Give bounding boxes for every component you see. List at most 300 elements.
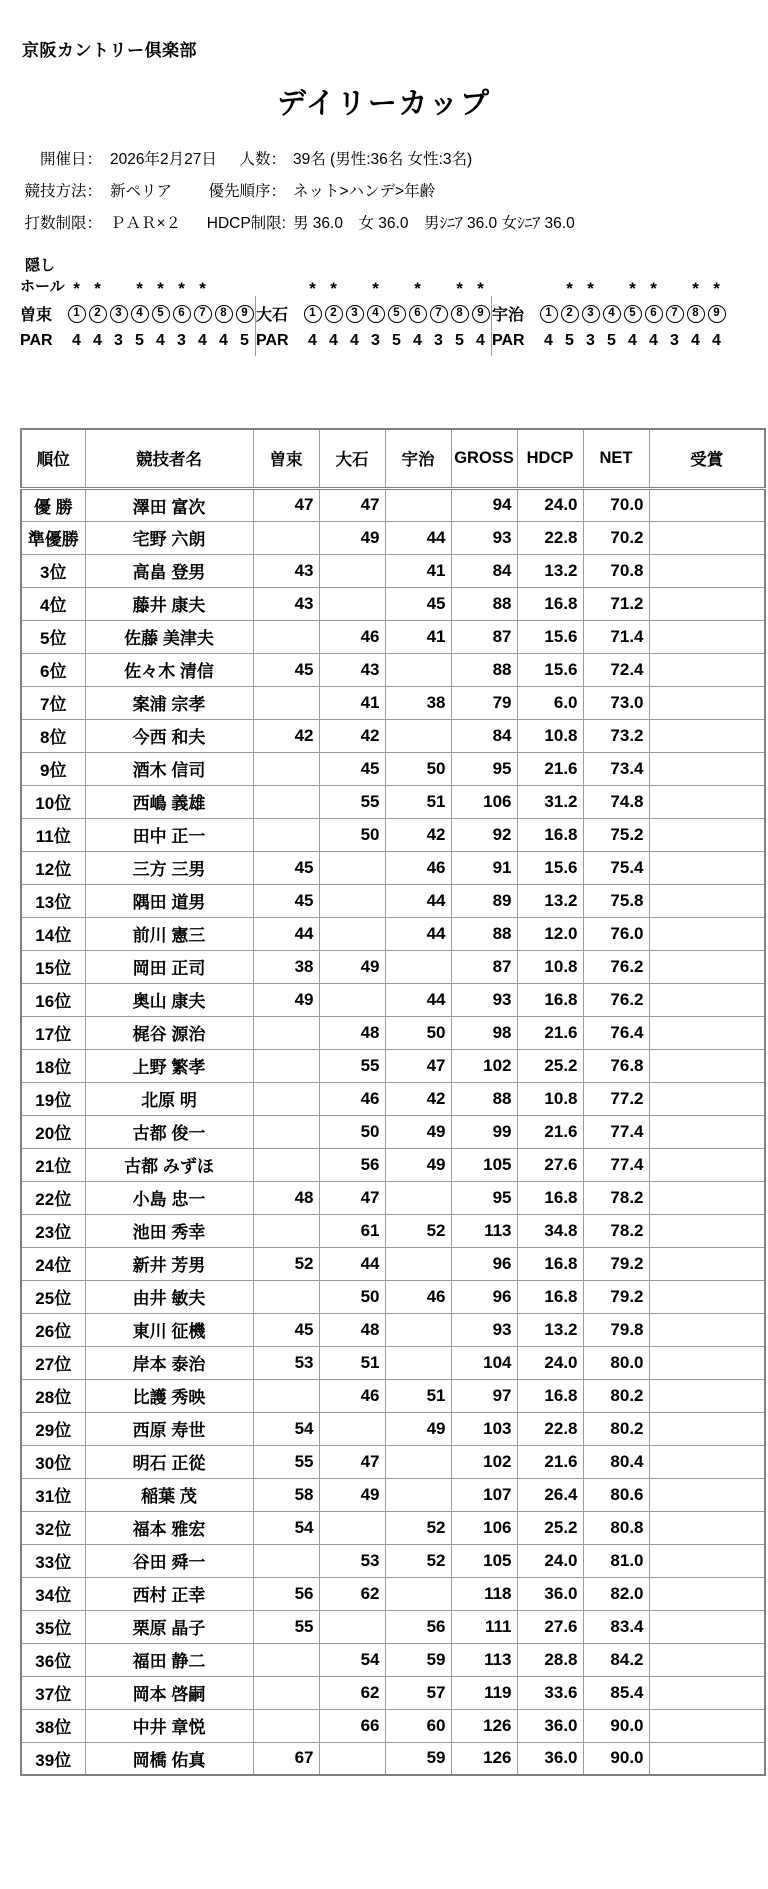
award-cell <box>649 752 765 785</box>
player-name-cell: 由井 敏夫 <box>85 1280 253 1313</box>
oishi-score-cell <box>319 587 385 620</box>
player-name-cell: 小島 忠一 <box>85 1181 253 1214</box>
award-cell <box>649 521 765 554</box>
gross-cell: 84 <box>451 554 517 587</box>
table-row <box>21 488 765 521</box>
gross-cell: 103 <box>451 1412 517 1445</box>
player-name-cell: 古都 俊一 <box>85 1115 253 1148</box>
rank-cell: 26位 <box>21 1313 85 1346</box>
award-cell <box>649 1643 765 1676</box>
sosoku-score-cell: 45 <box>253 884 319 917</box>
gross-cell: 93 <box>451 983 517 1016</box>
par-label: PAR <box>256 332 289 349</box>
net-cell: 78.2 <box>583 1181 649 1214</box>
hole-number-circle: 6 <box>645 305 663 323</box>
par-value: 4 <box>712 332 721 349</box>
net-cell: 80.2 <box>583 1379 649 1412</box>
rank-cell: 13位 <box>21 884 85 917</box>
column-header-sosoku-score: 曽束 <box>253 429 319 488</box>
hole-cell <box>87 303 108 323</box>
sosoku-score-cell <box>253 1643 319 1676</box>
net-cell: 72.4 <box>583 653 649 686</box>
club-name: 京阪カントリー倶楽部 <box>22 41 197 60</box>
stroke-limit-label: 打数制限： <box>24 215 102 232</box>
sosoku-score-cell <box>253 818 319 851</box>
par-value: 3 <box>434 332 443 349</box>
table-row <box>21 1115 765 1148</box>
hdcp-cell: 15.6 <box>517 851 583 884</box>
par-value: 5 <box>607 332 616 349</box>
method-value: 新ペリア <box>110 183 173 200</box>
uji-score-cell: 51 <box>385 785 451 818</box>
hole-cell <box>407 303 428 323</box>
par-value: 4 <box>156 332 165 349</box>
hole-cell <box>643 303 664 323</box>
net-cell: 73.4 <box>583 752 649 785</box>
hidden-hole-asterisk: * <box>199 279 206 298</box>
table-row <box>21 1709 765 1742</box>
par-label: PAR <box>20 332 53 349</box>
hole-number-circle: 8 <box>451 305 469 323</box>
gross-cell: 113 <box>451 1214 517 1247</box>
date-label: 開催日： <box>39 151 102 168</box>
par-value: 4 <box>329 332 338 349</box>
rank-cell: 5位 <box>21 620 85 653</box>
sosoku-score-cell <box>253 1148 319 1181</box>
sosoku-score-cell <box>253 1676 319 1709</box>
sosoku-score-cell <box>253 1709 319 1742</box>
rank-cell: 11位 <box>21 818 85 851</box>
uji-score-cell: 44 <box>385 983 451 1016</box>
hole-cell <box>302 303 323 323</box>
table-row <box>21 620 765 653</box>
award-cell <box>649 1280 765 1313</box>
par-label: PAR <box>492 332 525 349</box>
hdcp-cell: 26.4 <box>517 1478 583 1511</box>
sosoku-score-cell <box>253 1379 319 1412</box>
hole-number-circle: 7 <box>430 305 448 323</box>
rank-cell: 23位 <box>21 1214 85 1247</box>
table-row <box>21 1379 765 1412</box>
player-name-cell: 宅野 六朗 <box>85 521 253 554</box>
hidden-hole-row <box>256 250 492 296</box>
rank-cell: 7位 <box>21 686 85 719</box>
oishi-score-cell: 53 <box>319 1544 385 1577</box>
rank-cell: 18位 <box>21 1049 85 1082</box>
date-value: 2026年2月27日 <box>110 151 217 168</box>
course-name: 大石 <box>256 306 289 324</box>
hdcp-cell: 36.0 <box>517 1577 583 1610</box>
column-header-player-name: 競技者名 <box>85 429 253 488</box>
sosoku-score-cell <box>253 1115 319 1148</box>
gross-cell: 89 <box>451 884 517 917</box>
net-cell: 75.4 <box>583 851 649 884</box>
hidden-hole-asterisk: * <box>477 279 484 298</box>
par-value: 4 <box>628 332 637 349</box>
oishi-score-cell: 44 <box>319 1247 385 1280</box>
par-value: 3 <box>670 332 679 349</box>
course-group <box>256 250 492 356</box>
net-cell: 83.4 <box>583 1610 649 1643</box>
net-cell: 81.0 <box>583 1544 649 1577</box>
player-name-cell: 梶谷 源治 <box>85 1016 253 1049</box>
rank-cell: 29位 <box>21 1412 85 1445</box>
uji-score-cell: 59 <box>385 1742 451 1775</box>
hole-cell <box>470 303 491 323</box>
rank-cell: 準優勝 <box>21 521 85 554</box>
gross-cell: 98 <box>451 1016 517 1049</box>
gross-cell: 92 <box>451 818 517 851</box>
table-row <box>21 1445 765 1478</box>
hole-cell <box>66 303 87 323</box>
rank-cell: 6位 <box>21 653 85 686</box>
hdcp-cell: 16.8 <box>517 587 583 620</box>
award-cell <box>649 785 765 818</box>
hdcp-cell: 27.6 <box>517 1148 583 1181</box>
uji-score-cell: 56 <box>385 1610 451 1643</box>
par-value: 4 <box>476 332 485 349</box>
sosoku-score-cell: 55 <box>253 1445 319 1478</box>
hole-cell <box>171 303 192 323</box>
hole-number-circle: 3 <box>582 305 600 323</box>
sosoku-score-cell: 44 <box>253 917 319 950</box>
hidden-hole-asterisk: * <box>136 279 143 298</box>
gross-cell: 84 <box>451 719 517 752</box>
hdcp-cell: 13.2 <box>517 884 583 917</box>
gross-cell: 99 <box>451 1115 517 1148</box>
gross-cell: 79 <box>451 686 517 719</box>
award-cell <box>649 983 765 1016</box>
hole-number-circle: 7 <box>666 305 684 323</box>
hole-number-circle: 1 <box>304 305 322 323</box>
hole-number-circle: 6 <box>409 305 427 323</box>
oishi-score-cell: 49 <box>319 1478 385 1511</box>
hdcp-cell: 16.8 <box>517 1280 583 1313</box>
hidden-hole-asterisk: * <box>587 279 594 298</box>
hdcp-cell: 21.6 <box>517 1115 583 1148</box>
oishi-score-cell <box>319 1412 385 1445</box>
net-cell: 77.2 <box>583 1082 649 1115</box>
oishi-score-cell: 50 <box>319 1115 385 1148</box>
player-name-cell: 北原 明 <box>85 1082 253 1115</box>
oishi-score-cell: 55 <box>319 1049 385 1082</box>
column-header-award: 受賞 <box>649 429 765 488</box>
award-cell <box>649 587 765 620</box>
hidden-hole-asterisk: * <box>157 279 164 298</box>
table-row <box>21 554 765 587</box>
net-cell: 71.2 <box>583 587 649 620</box>
award-cell <box>649 1346 765 1379</box>
hdcp-cell: 21.6 <box>517 1016 583 1049</box>
uji-score-cell <box>385 1181 451 1214</box>
table-row <box>21 686 765 719</box>
net-cell: 85.4 <box>583 1676 649 1709</box>
par-row <box>492 326 727 356</box>
award-cell <box>649 554 765 587</box>
hole-cell <box>622 303 643 323</box>
par-value: 4 <box>72 332 81 349</box>
player-name-cell: 福本 雅宏 <box>85 1511 253 1544</box>
table-row <box>21 1511 765 1544</box>
sosoku-score-cell: 55 <box>253 1610 319 1643</box>
uji-score-cell: 57 <box>385 1676 451 1709</box>
hole-number-circle: 4 <box>603 305 621 323</box>
uji-score-cell: 50 <box>385 1016 451 1049</box>
player-name-cell: 岡本 啓嗣 <box>85 1676 253 1709</box>
results-table-head <box>21 429 765 488</box>
oishi-score-cell: 54 <box>319 1643 385 1676</box>
player-name-cell: 谷田 舜一 <box>85 1544 253 1577</box>
table-row <box>21 1412 765 1445</box>
net-cell: 74.8 <box>583 785 649 818</box>
award-cell <box>649 1181 765 1214</box>
hole-number-circle: 2 <box>89 305 107 323</box>
player-name-cell: 新井 芳男 <box>85 1247 253 1280</box>
hdcp-cell: 15.6 <box>517 620 583 653</box>
table-row <box>21 1346 765 1379</box>
net-cell: 76.4 <box>583 1016 649 1049</box>
sosoku-score-cell: 58 <box>253 1478 319 1511</box>
gross-cell: 94 <box>451 488 517 521</box>
hdcp-cell: 24.0 <box>517 488 583 521</box>
hidden-hole-asterisk: * <box>456 279 463 298</box>
oishi-score-cell: 49 <box>319 521 385 554</box>
award-cell <box>649 1313 765 1346</box>
oishi-score-cell <box>319 983 385 1016</box>
table-row <box>21 1082 765 1115</box>
uji-score-cell <box>385 488 451 521</box>
hole-cell <box>108 303 129 323</box>
hdcp-cell: 10.8 <box>517 1082 583 1115</box>
net-cell: 73.2 <box>583 719 649 752</box>
course-name: 曽束 <box>20 306 53 324</box>
player-name-cell: 奥山 康夫 <box>85 983 253 1016</box>
player-name-cell: 比護 秀映 <box>85 1379 253 1412</box>
player-name-cell: 藤井 康夫 <box>85 587 253 620</box>
award-cell <box>649 488 765 521</box>
hole-number-circle: 2 <box>325 305 343 323</box>
net-cell: 76.0 <box>583 917 649 950</box>
rank-cell: 8位 <box>21 719 85 752</box>
net-cell: 80.8 <box>583 1511 649 1544</box>
uji-score-cell: 46 <box>385 1280 451 1313</box>
hole-number-circle: 1 <box>540 305 558 323</box>
rank-cell: 20位 <box>21 1115 85 1148</box>
uji-score-cell: 42 <box>385 1082 451 1115</box>
oishi-score-cell: 46 <box>319 1379 385 1412</box>
rank-cell: 34位 <box>21 1577 85 1610</box>
net-cell: 70.0 <box>583 488 649 521</box>
player-name-cell: 西原 寿世 <box>85 1412 253 1445</box>
net-cell: 80.4 <box>583 1445 649 1478</box>
uji-score-cell <box>385 1346 451 1379</box>
hole-cell <box>344 303 365 323</box>
table-row <box>21 1016 765 1049</box>
oishi-score-cell: 66 <box>319 1709 385 1742</box>
hole-cell <box>601 303 622 323</box>
hidden-hole-row <box>20 250 256 296</box>
sosoku-score-cell: 52 <box>253 1247 319 1280</box>
table-row <box>21 1313 765 1346</box>
hole-cell <box>365 303 386 323</box>
net-cell: 79.2 <box>583 1280 649 1313</box>
sosoku-score-cell <box>253 1082 319 1115</box>
oishi-score-cell: 51 <box>319 1346 385 1379</box>
net-cell: 77.4 <box>583 1115 649 1148</box>
player-name-cell: 岡橋 佑真 <box>85 1742 253 1775</box>
gross-cell: 91 <box>451 851 517 884</box>
rank-cell: 30位 <box>21 1445 85 1478</box>
par-value: 3 <box>371 332 380 349</box>
rank-cell: 19位 <box>21 1082 85 1115</box>
table-row <box>21 884 765 917</box>
gross-cell: 95 <box>451 752 517 785</box>
table-row <box>21 1181 765 1214</box>
hole-number-circle: 9 <box>472 305 490 323</box>
table-row <box>21 653 765 686</box>
hdcp-limit-value: 男 36.0 女 36.0 男ｼﾆｱ 36.0 女ｼﾆｱ 36.0 <box>293 215 575 232</box>
player-name-cell: 三方 三男 <box>85 851 253 884</box>
table-row <box>21 1610 765 1643</box>
uji-score-cell: 47 <box>385 1049 451 1082</box>
hole-number-circle: 6 <box>173 305 191 323</box>
course-group <box>492 250 727 356</box>
sosoku-score-cell <box>253 1544 319 1577</box>
gross-cell: 88 <box>451 1082 517 1115</box>
table-row <box>21 1214 765 1247</box>
player-name-cell: 栗原 晶子 <box>85 1610 253 1643</box>
hdcp-cell: 22.8 <box>517 1412 583 1445</box>
table-row <box>21 1148 765 1181</box>
stroke-limit-value: ＰＡＲ×２ <box>110 215 182 232</box>
hidden-hole-asterisk: * <box>629 279 636 298</box>
hole-number-circle: 8 <box>687 305 705 323</box>
sosoku-score-cell <box>253 752 319 785</box>
gross-cell: 88 <box>451 653 517 686</box>
course-header <box>20 250 768 356</box>
uji-score-cell <box>385 1577 451 1610</box>
hidden-hole-label-bottom: ホール <box>20 278 65 295</box>
hdcp-cell: 16.8 <box>517 818 583 851</box>
rank-cell: 12位 <box>21 851 85 884</box>
tournament-info <box>0 150 768 234</box>
hole-cell <box>386 303 407 323</box>
gross-cell: 95 <box>451 1181 517 1214</box>
hole-cell <box>428 303 449 323</box>
table-row <box>21 917 765 950</box>
net-cell: 73.0 <box>583 686 649 719</box>
gross-cell: 106 <box>451 1511 517 1544</box>
table-row <box>21 983 765 1016</box>
method-label: 競技方法： <box>24 183 102 200</box>
hole-number-row <box>492 300 727 326</box>
award-cell <box>649 1610 765 1643</box>
players-value: 39名 (男性:36名 女性:3名) <box>293 151 473 168</box>
oishi-score-cell <box>319 917 385 950</box>
table-row <box>21 818 765 851</box>
column-header-hdcp: HDCP <box>517 429 583 488</box>
par-row <box>256 326 491 356</box>
rank-cell: 14位 <box>21 917 85 950</box>
award-cell <box>649 1247 765 1280</box>
uji-score-cell: 41 <box>385 620 451 653</box>
award-cell <box>649 818 765 851</box>
table-row <box>21 1742 765 1775</box>
par-value: 3 <box>177 332 186 349</box>
gross-cell: 87 <box>451 950 517 983</box>
uji-score-cell <box>385 719 451 752</box>
net-cell: 75.2 <box>583 818 649 851</box>
gross-cell: 97 <box>451 1379 517 1412</box>
hole-cell <box>449 303 470 323</box>
award-cell <box>649 1016 765 1049</box>
hidden-hole-asterisk: * <box>73 279 80 298</box>
par-value: 4 <box>219 332 228 349</box>
oishi-score-cell: 47 <box>319 488 385 521</box>
sosoku-score-cell: 47 <box>253 488 319 521</box>
uji-score-cell: 51 <box>385 1379 451 1412</box>
net-cell: 76.2 <box>583 950 649 983</box>
par-row <box>20 326 255 356</box>
par-value: 4 <box>544 332 553 349</box>
rank-cell: 31位 <box>21 1478 85 1511</box>
table-row <box>21 1643 765 1676</box>
uji-score-cell <box>385 1313 451 1346</box>
rank-cell: 24位 <box>21 1247 85 1280</box>
hole-number-row <box>20 300 255 326</box>
hole-cell <box>150 303 171 323</box>
player-name-cell: 明石 正從 <box>85 1445 253 1478</box>
hdcp-cell: 13.2 <box>517 1313 583 1346</box>
player-name-cell: 中井 章悦 <box>85 1709 253 1742</box>
rank-cell: 15位 <box>21 950 85 983</box>
player-name-cell: 佐々木 清信 <box>85 653 253 686</box>
rank-cell: 4位 <box>21 587 85 620</box>
column-header-oishi-score: 大石 <box>319 429 385 488</box>
player-name-cell: 高畠 登男 <box>85 554 253 587</box>
uji-score-cell: 45 <box>385 587 451 620</box>
award-cell <box>649 950 765 983</box>
uji-score-cell: 44 <box>385 917 451 950</box>
rank-cell: 9位 <box>21 752 85 785</box>
hidden-hole-asterisk: * <box>566 279 573 298</box>
hidden-hole-label <box>20 254 66 296</box>
table-row <box>21 1280 765 1313</box>
course-holes-pars <box>20 296 256 356</box>
table-row <box>21 719 765 752</box>
table-row <box>21 1676 765 1709</box>
award-cell <box>649 1709 765 1742</box>
hole-cell <box>706 303 727 323</box>
par-value: 5 <box>455 332 464 349</box>
hole-number-circle: 4 <box>131 305 149 323</box>
rank-cell: 36位 <box>21 1643 85 1676</box>
hidden-hole-asterisk: * <box>713 279 720 298</box>
uji-score-cell <box>385 653 451 686</box>
header-row <box>21 429 765 488</box>
gross-cell: 105 <box>451 1148 517 1181</box>
award-cell <box>649 1049 765 1082</box>
table-row <box>21 1247 765 1280</box>
table-row <box>21 851 765 884</box>
gross-cell: 93 <box>451 521 517 554</box>
hole-cell <box>213 303 234 323</box>
net-cell: 80.0 <box>583 1346 649 1379</box>
oishi-score-cell: 46 <box>319 1082 385 1115</box>
award-cell <box>649 1742 765 1775</box>
rank-cell: 37位 <box>21 1676 85 1709</box>
gross-cell: 93 <box>451 1313 517 1346</box>
